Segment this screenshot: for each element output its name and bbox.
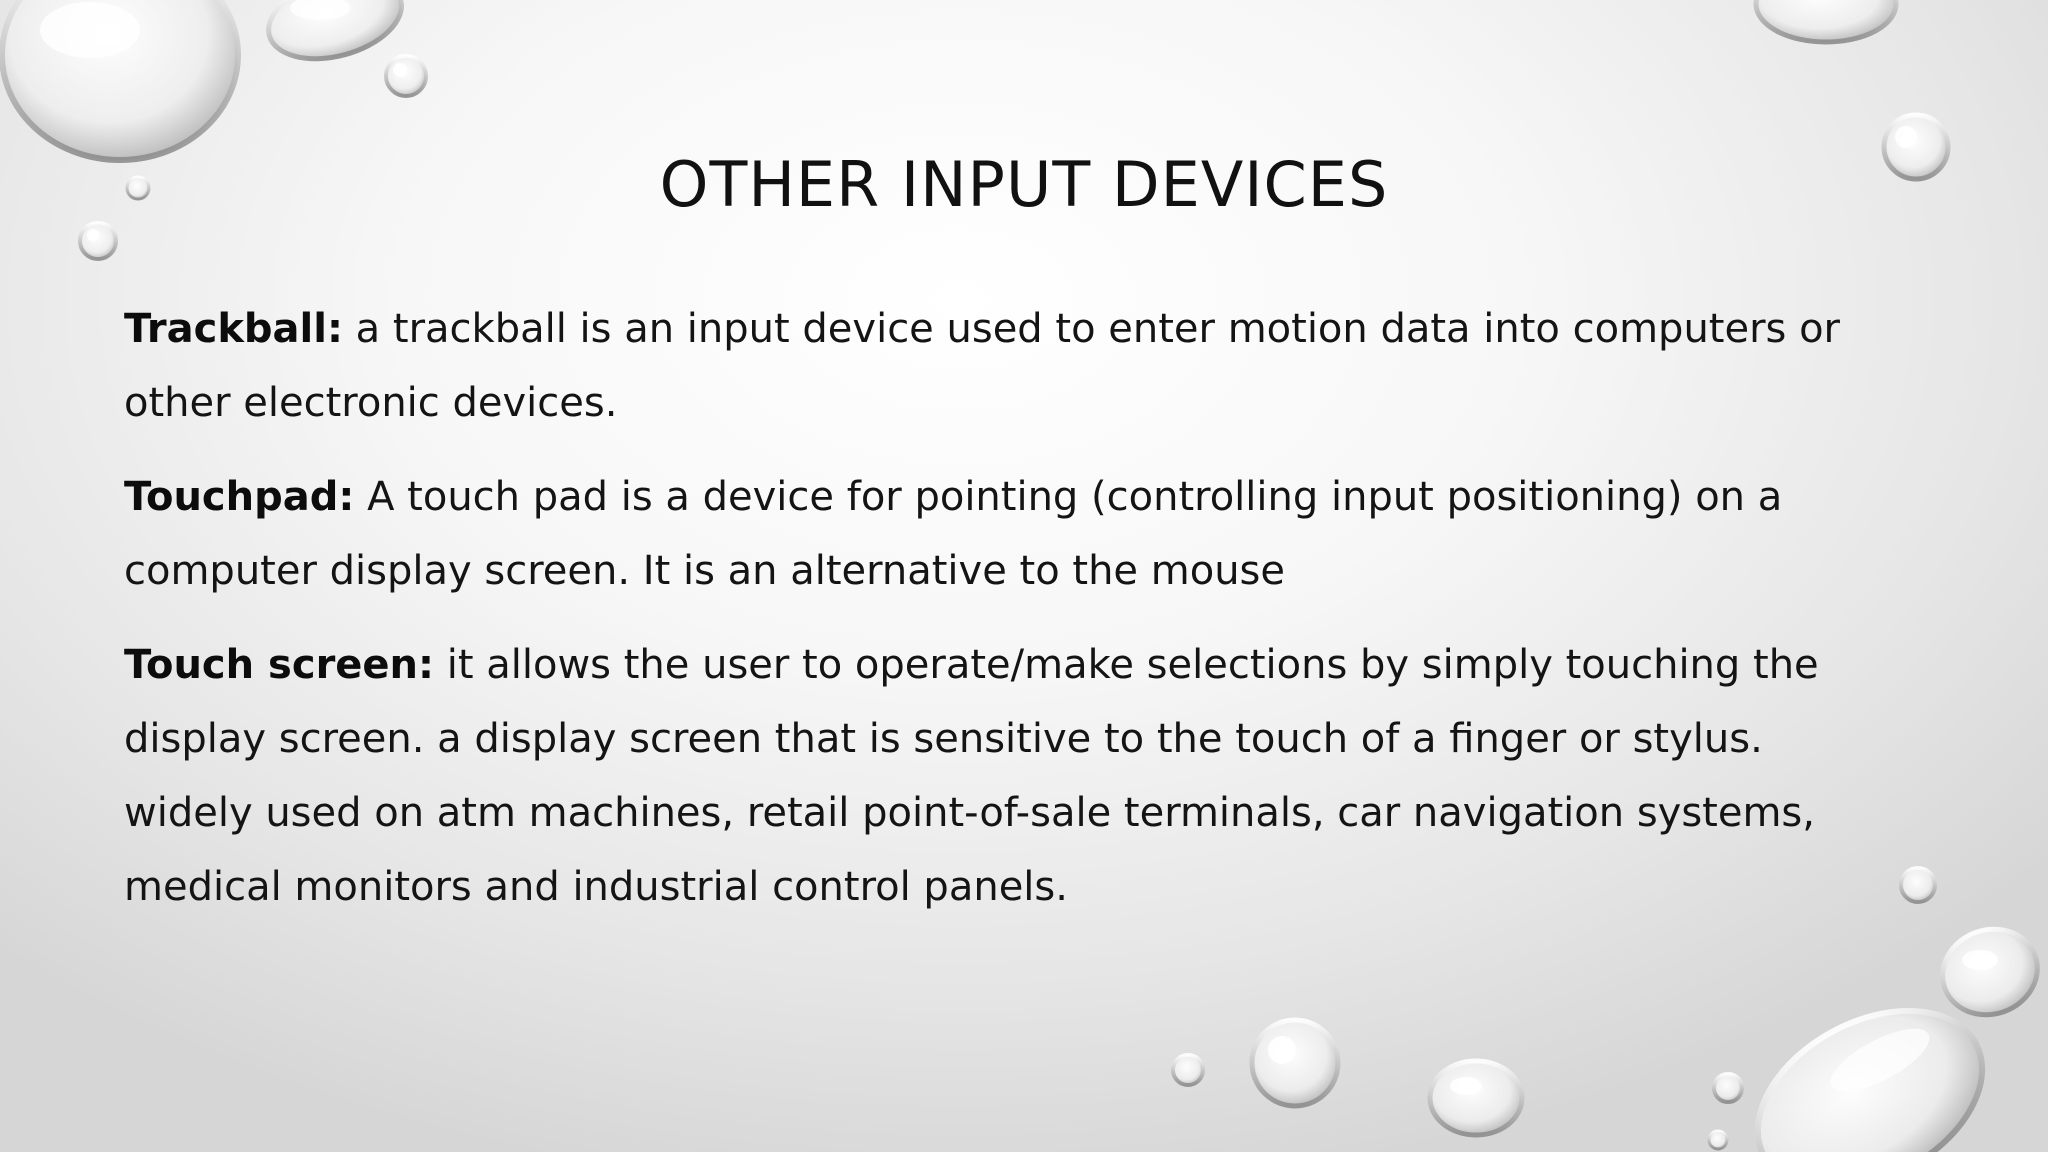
drop-top-right: [1756, 0, 1896, 42]
slide-title: OTHER INPUT DEVICES: [659, 148, 1389, 221]
drop-bottom-3: [1430, 1061, 1522, 1135]
large-drop-top-left: [2, 0, 238, 160]
list-item-touchpad: [124, 460, 1884, 608]
drop-bottom-1: [1252, 1020, 1338, 1106]
slide-body: [124, 292, 1884, 944]
term-label: Trackball:: [124, 306, 343, 352]
term-label: Touch screen:: [124, 642, 435, 688]
drop-bottom-4: [1714, 1074, 1742, 1102]
drop-bottom-2: [1173, 1055, 1203, 1085]
small-drop-1: [386, 56, 426, 96]
small-drop-3: [80, 223, 116, 259]
drop-bottom-right-1: [1931, 916, 2048, 1028]
term-description: it allows the user to operate/make selections by simply touching the display screen. a display screen that is sensitive to the touch of a finger or stylus. widely used on atm machines, retail point-of-sale terminals, car navigation systems, medical monitors and industrial control panels.: [124, 642, 1819, 910]
drop-right-mid: [1901, 868, 1935, 902]
term-description: A touch pad is a device for pointing (controlling input positioning) on a computer display screen. It is an alternative to the mouse: [124, 474, 1783, 594]
drop-bottom-5: [1709, 1131, 1727, 1149]
list-item-touch-screen: [124, 628, 1884, 924]
term-description: a trackball is an input device used to enter motion data into computers or other electronic devices.: [124, 306, 1840, 426]
term-label: Touchpad:: [124, 474, 355, 520]
drop-top-left-2: [259, 0, 410, 72]
list-item-trackball: [124, 292, 1884, 440]
